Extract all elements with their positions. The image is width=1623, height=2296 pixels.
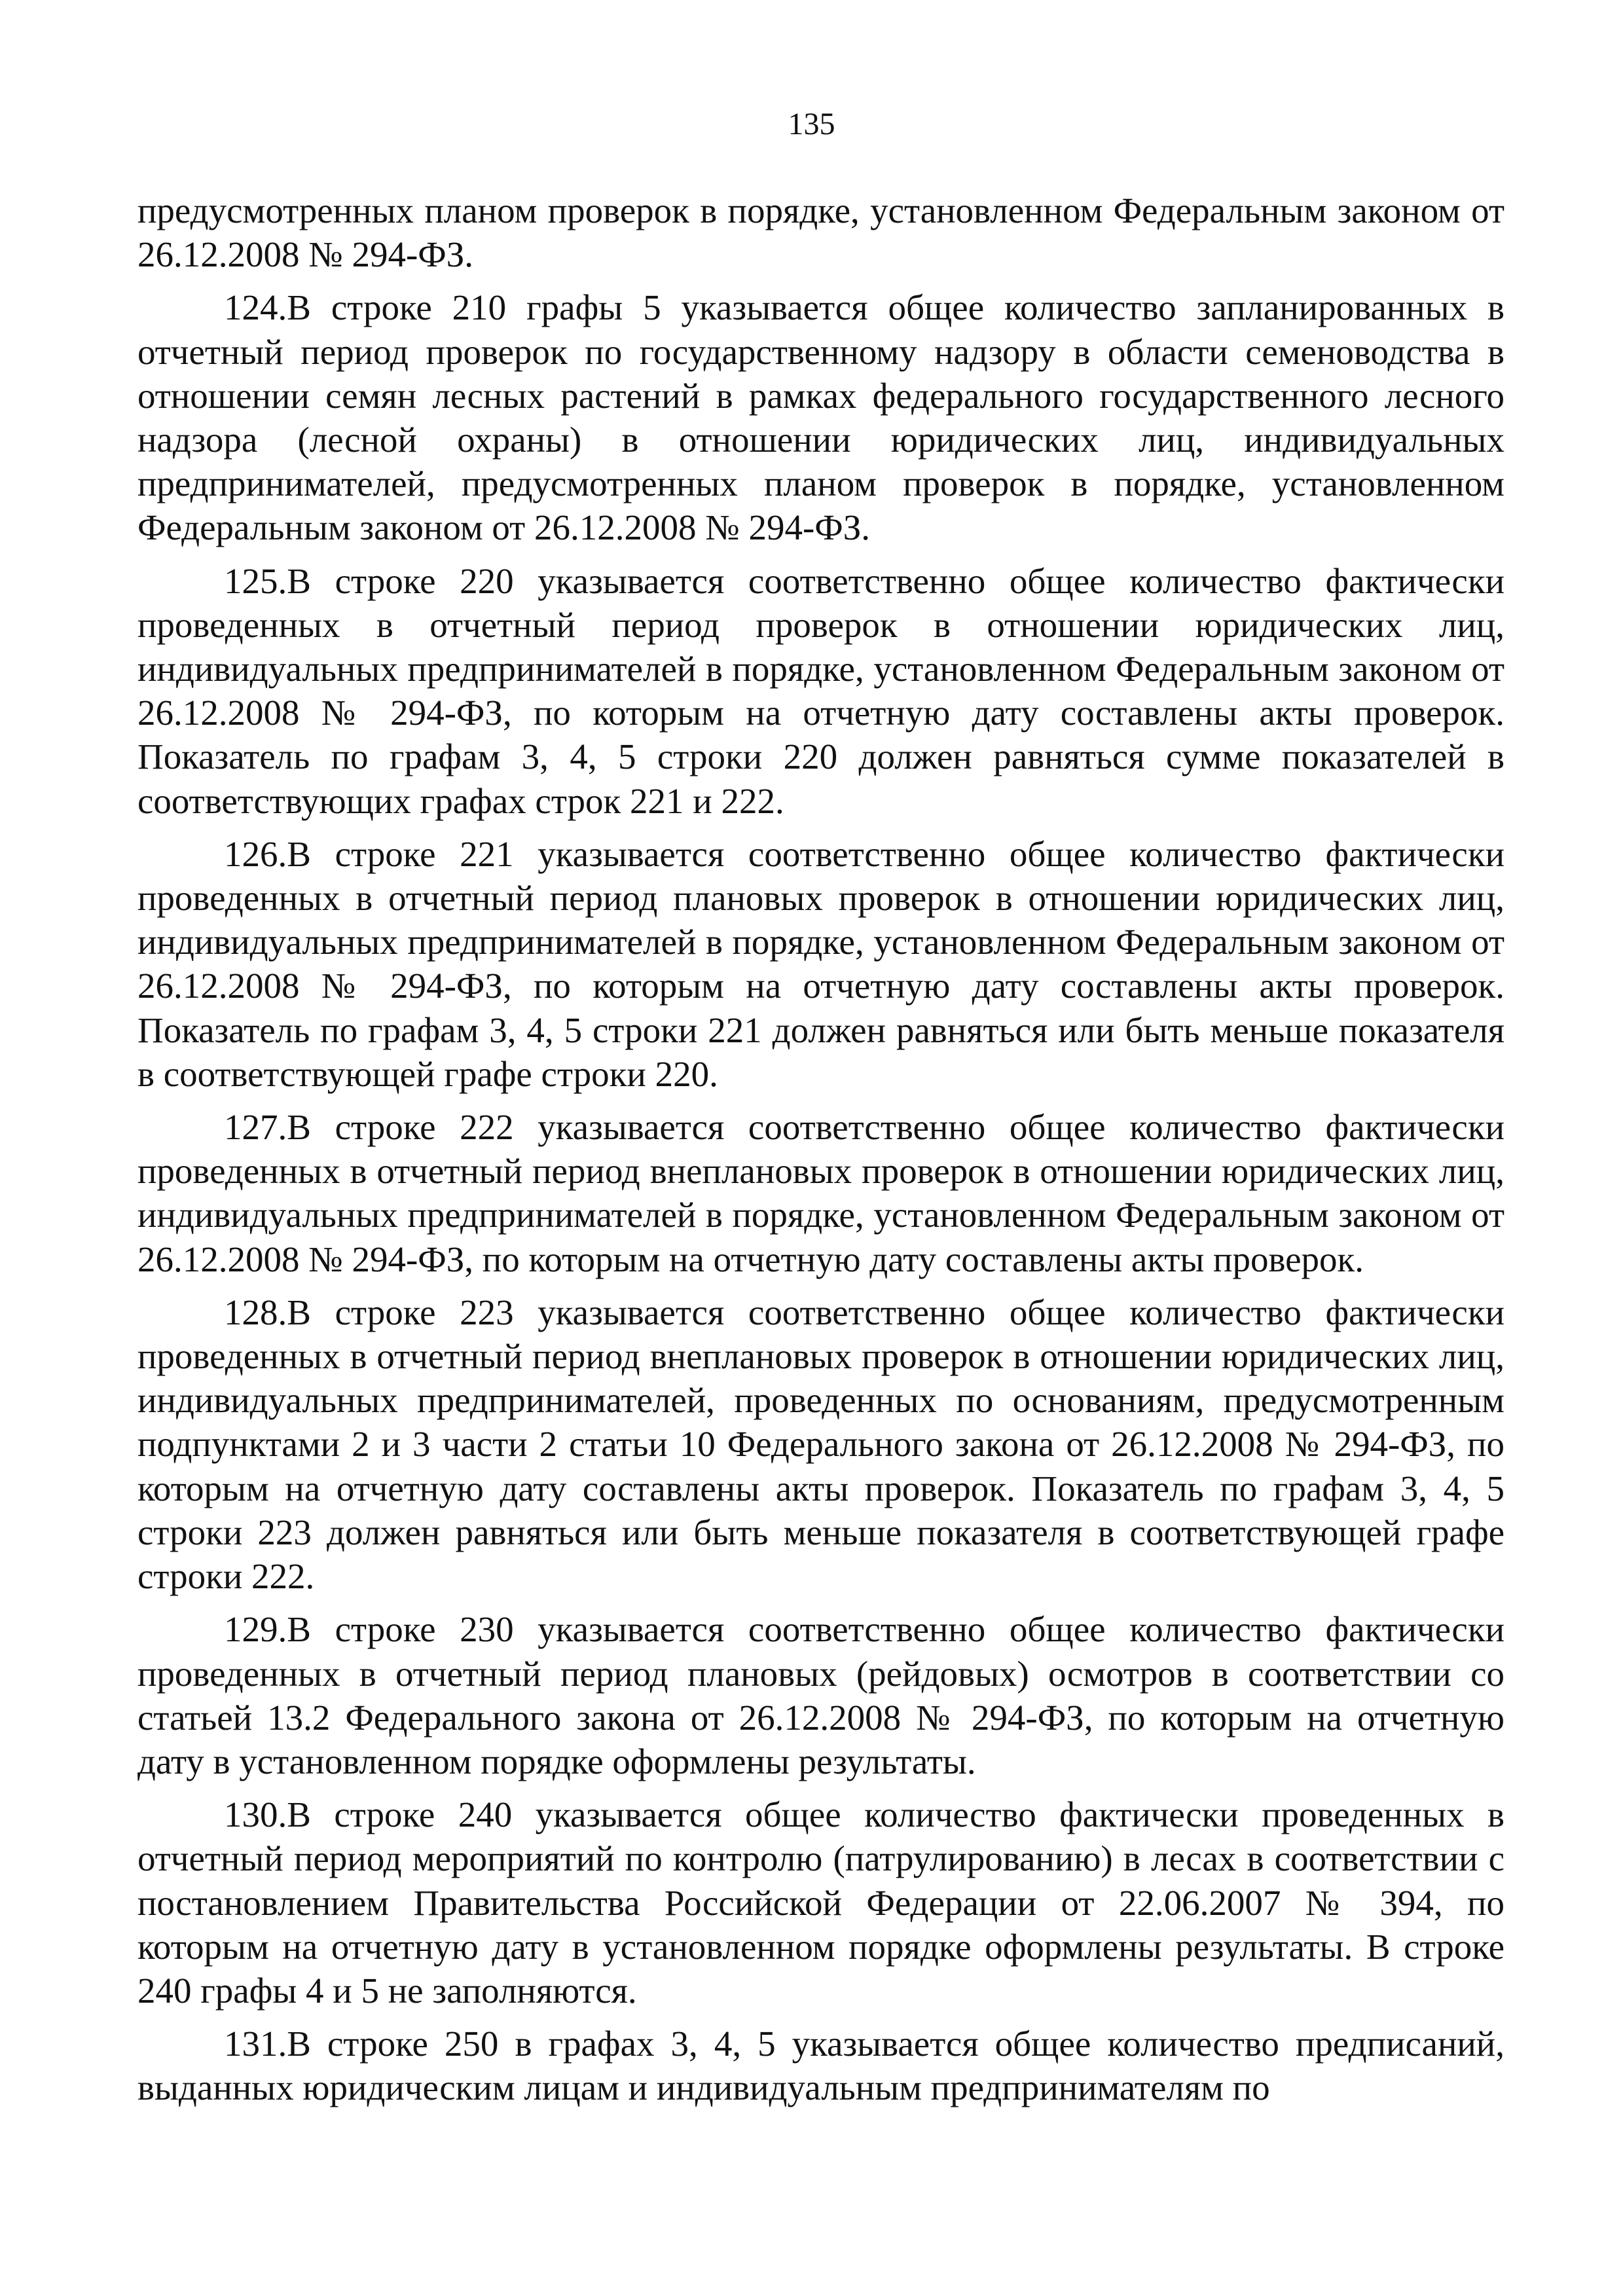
- paragraph-129: [137, 1607, 1504, 1783]
- paragraph-text: В строке 210 графы 5 указывается общее количество запланированных в отчетный период проверок по государственному надзору в области семеноводства в отношении семян лесных растений в рамках федерального государственного лесного надзора (лесной охраны) в отношении юридических лиц, индивидуальных предпринимателей, предусмотренных планом проверок в порядке, установленном Федеральным законом от 26.12.2008 № 294-ФЗ.: [137, 287, 1504, 548]
- paragraph-124: [137, 285, 1504, 549]
- paragraph-text: В строке 250 в графах 3, 4, 5 указывается общее количество предписаний, выданных юридическим лицам и индивидуальным предпринимателям по: [137, 2024, 1504, 2108]
- paragraph-text: В строке 221 указывается соответственно общее количество фактически проведенных в отчетный период плановых проверок в отношении юридических лиц, индивидуальных предпринимателей в порядке, установленном Федеральным законом от 26.12.2008 № 294-ФЗ, по которым на отчетную дату составлены акты проверок. Показатель по графам 3, 4, 5 строки 221 должен равняться или быть меньше показателя в соответствующей графе строки 220.: [137, 833, 1504, 1094]
- document-body: [137, 189, 1504, 2110]
- paragraph-continuation: [137, 189, 1504, 276]
- paragraph-number: 127.: [224, 1107, 287, 1148]
- paragraph-number: 124.: [224, 287, 287, 328]
- paragraph-text: В строке 240 указывается общее количество фактически проведенных в отчетный период мероприятий по контролю (патрулированию) в лесах в соответствии с постановлением Правительства Российской Федерации от 22.06.2007 № 394, по которым на отчетную дату в установленном порядке оформлены результаты. В строке 240 графы 4 и 5 не заполняются.: [137, 1795, 1504, 2011]
- paragraph-text: В строке 222 указывается соответственно общее количество фактически проведенных в отчетный период внеплановых проверок в отношении юридических лиц, индивидуальных предпринимателей в порядке, установленном Федеральным законом от 26.12.2008 № 294-ФЗ, по которым на отчетную дату составлены акты проверок.: [137, 1107, 1504, 1279]
- paragraph-number: 125.: [224, 560, 287, 601]
- paragraph-126: [137, 832, 1504, 1096]
- paragraph-130: [137, 1793, 1504, 2013]
- paragraph-number: 129.: [224, 1609, 287, 1650]
- paragraph-127: [137, 1105, 1504, 1281]
- paragraph-text: В строке 230 указывается соответственно общее количество фактически проведенных в отчетный период плановых (рейдовых) осмотров в соответствии со статьей 13.2 Федерального закона от 26.12.2008 № 294-ФЗ, по которым на отчетную дату в установленном порядке оформлены результаты.: [137, 1609, 1504, 1781]
- paragraph-text: предусмотренных планом проверок в порядке, установленном Федеральным законом от 26.12.2008 № 294-ФЗ.: [137, 191, 1504, 275]
- paragraph-number: 130.: [224, 1795, 287, 1835]
- paragraph-131: [137, 2022, 1504, 2109]
- paragraph-125: [137, 559, 1504, 823]
- page-number: 135: [788, 107, 835, 141]
- paragraph-number: 131.: [224, 2024, 287, 2064]
- paragraph-number: 128.: [224, 1292, 287, 1332]
- paragraph-128: [137, 1290, 1504, 1598]
- paragraph-text: В строке 220 указывается соответственно общее количество фактически проведенных в отчетный период проверок в отношении юридических лиц, индивидуальных предпринимателей в порядке, установленном Федеральным законом от 26.12.2008 № 294-ФЗ, по которым на отчетную дату составлены акты проверок. Показатель по графам 3, 4, 5 строки 220 должен равняться сумме показателей в соответствующих графах строк 221 и 222.: [137, 560, 1504, 821]
- paragraph-text: В строке 223 указывается соответственно общее количество фактически проведенных в отчетный период внеплановых проверок в отношении юридических лиц, индивидуальных предпринимателей, проведенных по основаниям, предусмотренным подпунктами 2 и 3 части 2 статьи 10 Федерального закона от 26.12.2008 № 294-ФЗ, по которым на отчетную дату составлены акты проверок. Показатель по графам 3, 4, 5 строки 223 должен равняться или быть меньше показателя в соответствующей графе строки 222.: [137, 1292, 1504, 1597]
- paragraph-number: 126.: [224, 833, 287, 874]
